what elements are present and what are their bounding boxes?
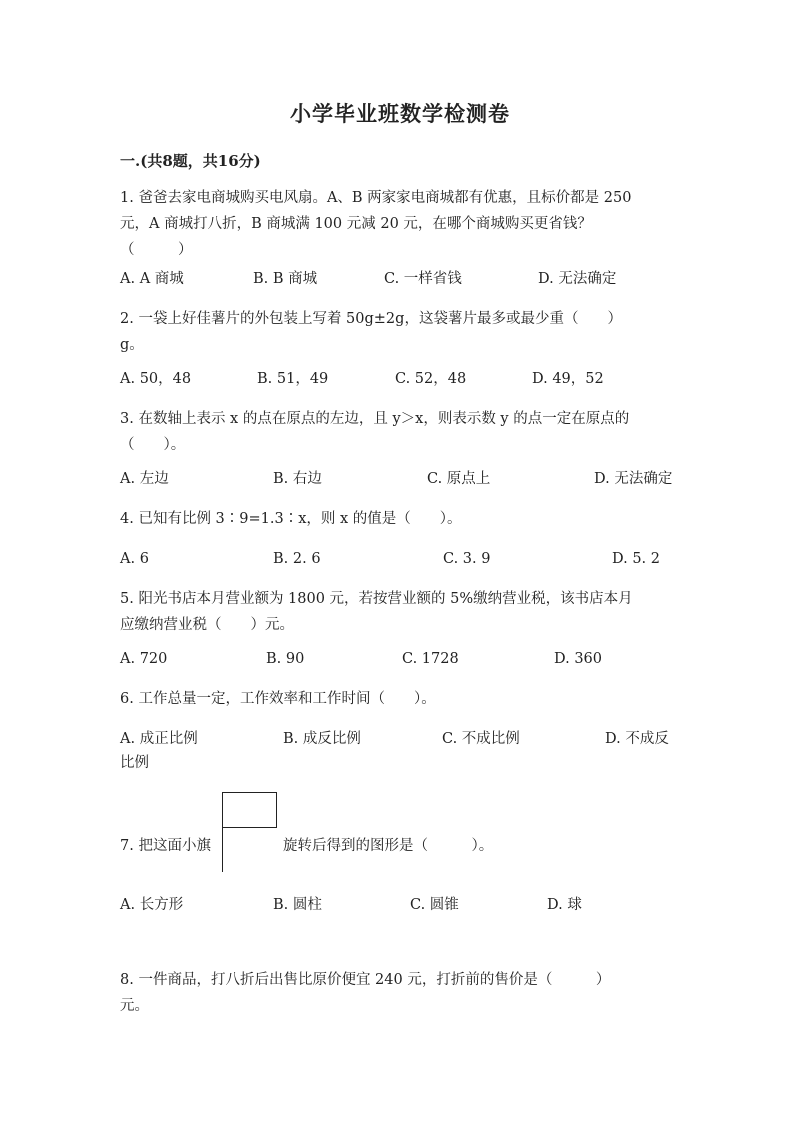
question-3 <box>120 406 680 458</box>
option-d: D. 360 <box>554 651 603 667</box>
question-text: 1. 爸爸去家电商城购买电风扇。A、B 两家家电商城都有优惠，且标价都是 250 <box>120 190 632 206</box>
question-4 <box>120 506 680 532</box>
options-1 <box>120 266 690 292</box>
page-title: 小学毕业班数学检测卷 <box>290 101 510 126</box>
question-5 <box>120 586 680 638</box>
options-2 <box>120 366 690 392</box>
question-text: 2. 一袋上好佳薯片的外包装上写着 50g±2g，这袋薯片最多或最少重（ ） <box>120 311 622 327</box>
question-text: 元。 <box>120 998 149 1014</box>
option-a: A. 左边 <box>120 471 169 487</box>
question-text: 8. 一件商品，打八折后出售比原价便宜 240 元，打折前的售价是（ ） <box>120 972 611 988</box>
option-c: C. 52，48 <box>395 371 467 387</box>
question-text: （ ） <box>120 242 193 258</box>
question-text: 4. 已知有比例 3∶9=1.3∶x，则 x 的值是（ ）。 <box>120 511 462 527</box>
options-6 <box>120 726 690 752</box>
option-c: C. 1728 <box>402 651 459 667</box>
question-1 <box>120 185 680 263</box>
option-d: D. 无法确定 <box>594 471 673 487</box>
question-text: g。 <box>120 337 144 353</box>
option-b: B. 圆柱 <box>273 897 322 913</box>
question-text: 3. 在数轴上表示 x 的点在原点的左边，且 y＞x，则表示数 y 的点一定在原点的 <box>120 411 630 427</box>
question-7-suffix: 旋转后得到的图形是（ ）。 <box>283 838 494 854</box>
option-a: A. 成正比例 <box>120 731 198 747</box>
options-5 <box>120 646 690 672</box>
option-b: B. B 商城 <box>253 271 318 287</box>
option-b: B. 2. 6 <box>273 551 321 567</box>
option-a: A. 720 <box>120 651 168 667</box>
option-b: B. 成反比例 <box>283 731 361 747</box>
option-b: B. 90 <box>266 651 305 667</box>
options-4 <box>120 546 690 572</box>
question-text: 应缴纳营业税（ ）元。 <box>120 617 294 633</box>
question-7-prefix: 7. 把这面小旗 <box>120 838 211 854</box>
option-d: D. 5. 2 <box>612 551 660 567</box>
option-d: D. 不成反 <box>605 731 669 747</box>
option-a: A. 50，48 <box>120 371 192 387</box>
question-text: 5. 阳光书店本月营业额为 1800 元，若按营业额的 5%缴纳营业税，该书店本月 <box>120 591 633 607</box>
option-d: D. 球 <box>547 897 582 913</box>
option-c: C. 3. 9 <box>443 551 491 567</box>
option-d: D. 无法确定 <box>538 271 617 287</box>
section-heading: 一.(共8题，共16分) <box>120 152 261 170</box>
option-c: C. 圆锥 <box>410 897 459 913</box>
option-b: B. 右边 <box>273 471 322 487</box>
option-a: A. 长方形 <box>120 897 184 913</box>
question-2 <box>120 306 680 358</box>
flag-cloth <box>222 792 277 828</box>
option-a: A. A 商城 <box>120 271 184 287</box>
question-text: （ ）。 <box>120 437 186 453</box>
options-7 <box>120 892 690 918</box>
option-d-wrap: 比例 <box>120 755 149 771</box>
option-c: C. 原点上 <box>427 471 491 487</box>
question-8 <box>120 967 680 1019</box>
question-text: 元，A 商城打八折，B 商城满 100 元减 20 元，在哪个商城购买更省钱？ <box>120 216 592 232</box>
option-d: D. 49，52 <box>532 371 604 387</box>
question-text: 6. 工作总量一定，工作效率和工作时间（ ）。 <box>120 691 436 707</box>
question-6 <box>120 686 680 712</box>
option-b: B. 51，49 <box>257 371 329 387</box>
options-3 <box>120 466 690 492</box>
option-a: A. 6 <box>120 551 149 567</box>
option-c: C. 不成比例 <box>442 731 520 747</box>
option-c: C. 一样省钱 <box>384 271 462 287</box>
